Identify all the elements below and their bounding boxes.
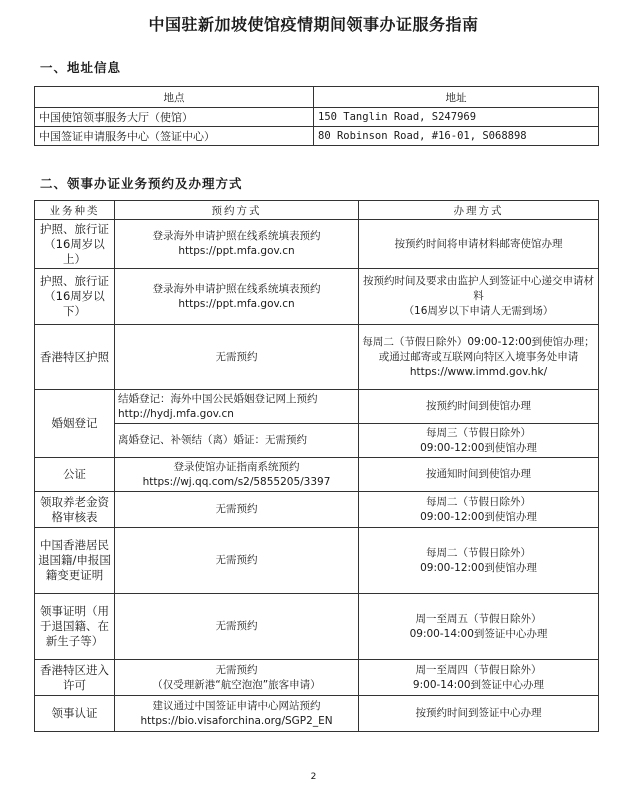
processing-cell (359, 424, 599, 458)
table-row (35, 269, 599, 325)
service-type-cell: 领事证明（用于退国籍、在新生子等） (35, 594, 115, 660)
processing-text: 09:00-12:00到使馆办理 (420, 561, 537, 574)
processing-text: 周一至周五（节假日除外） (415, 612, 542, 625)
service-type-cell: 香港特区护照 (35, 325, 115, 390)
processing-text: 每周三（节假日除外） (426, 426, 531, 439)
processing-text: 09:00-12:00到使馆办理 (420, 510, 537, 523)
processing-note: （16周岁以下申请人无需到场） (403, 305, 554, 317)
service-type-cell: 婚姻登记 (35, 390, 115, 458)
page-title: 中国驻新加坡使馆疫情期间领事办证服务指南 (148, 15, 479, 34)
table-row (35, 108, 599, 127)
appointment-text: 登录使馆办证指南系统预约 (173, 460, 300, 473)
table-row (35, 528, 599, 594)
processing-text: 09:00-14:00到签证中心办理 (409, 627, 548, 640)
header-location: 地点 (35, 87, 314, 108)
page-number: 2 (310, 772, 317, 782)
service-type-cell: 护照、旅行证（16周岁以上） (35, 220, 115, 269)
processing-cell: 按预约时间到签证中心办理 (359, 696, 599, 732)
table-row (35, 660, 599, 696)
service-type-cell: 领取养老金资格审核表 (35, 492, 115, 528)
appointment-cell (115, 220, 359, 269)
service-type-cell: 中国香港居民退国籍/申报国籍变更证明 (35, 528, 115, 594)
processing-text: 9:00-14:00到签证中心办理 (412, 678, 545, 691)
appointment-cell: 无需预约 (115, 492, 359, 528)
appointment-cell: 离婚登记、补领结（离）婚证：无需预约 (115, 424, 359, 458)
header-service-type: 业务种类 (35, 201, 115, 220)
appointment-cell: 无需预约 (115, 325, 359, 390)
processing-text: 按预约时间及要求由监护人到签证中心递交申请材料 (363, 275, 594, 302)
appointment-text: 登录海外申请护照在线系统填表预约 (152, 230, 321, 242)
service-type-cell: 护照、旅行证（16周岁以下） (35, 269, 115, 325)
appointment-cell: 无需预约 (115, 594, 359, 660)
appointment-link[interactable]: https://ppt.mfa.gov.cn (178, 297, 295, 310)
processing-cell (359, 492, 599, 528)
table-row (35, 220, 599, 269)
appointment-cell (115, 390, 359, 424)
processing-text: 09:00-12:00到使馆办理 (420, 441, 537, 454)
location-cell: 中国使馆领事服务大厅（使馆） (35, 108, 314, 127)
location-cell: 中国签证申请服务中心（签证中心） (35, 127, 314, 146)
address-cell: 80 Robinson Road, #16-01, S068898 (314, 127, 599, 146)
processing-cell (359, 269, 599, 325)
address-cell: 150 Tanglin Road, S247969 (314, 108, 599, 127)
table-row (35, 696, 599, 732)
appointment-text: 建议通过中国签证申请中心网站预约 (152, 699, 321, 712)
table-row (35, 325, 599, 390)
appointment-text: 无需预约 (215, 663, 258, 676)
appointment-cell (115, 660, 359, 696)
header-address: 地址 (314, 87, 599, 108)
appointment-text: 登录海外申请护照在线系统填表预约 (152, 282, 321, 295)
appointment-cell (115, 269, 359, 325)
header-processing: 办理方式 (359, 201, 599, 220)
section-address-heading: 一、地址信息 (40, 60, 122, 75)
processing-cell: 按预约时间到使馆办理 (359, 390, 599, 424)
appointment-cell: 无需预约 (115, 528, 359, 594)
processing-link[interactable]: https://www.immd.gov.hk/ (409, 365, 548, 378)
processing-text: 周一至周四（节假日除外） (415, 663, 542, 676)
table-header-row (35, 87, 599, 108)
service-type-cell: 公证 (35, 458, 115, 492)
appointment-cell (115, 458, 359, 492)
appointment-note: （仅受理新港“航空泡泡”旅客申请） (152, 678, 321, 691)
table-row (35, 127, 599, 146)
appointment-text: 结婚登记：海外中国公民婚姻登记网上预约 (118, 392, 318, 405)
processing-cell: 按通知时间到使馆办理 (359, 458, 599, 492)
appointment-link[interactable]: https://ppt.mfa.gov.cn (178, 245, 295, 257)
processing-cell (359, 660, 599, 696)
table-row (35, 424, 599, 458)
table-row (35, 492, 599, 528)
services-table (34, 200, 599, 732)
appointment-link[interactable]: http://hydj.mfa.gov.cn (118, 407, 234, 420)
processing-cell (359, 528, 599, 594)
table-row (35, 390, 599, 424)
appointment-cell (115, 696, 359, 732)
processing-text: 每周二（节假日除外） (426, 546, 531, 559)
header-appointment: 预约方式 (115, 201, 359, 220)
processing-cell (359, 325, 599, 390)
appointment-link[interactable]: https://wj.qq.com/s2/5855205/3397 (142, 475, 331, 488)
table-row (35, 458, 599, 492)
service-type-cell: 香港特区进入许可 (35, 660, 115, 696)
processing-cell (359, 594, 599, 660)
service-type-cell: 领事认证 (35, 696, 115, 732)
processing-text: 每周二（节假日除外） (426, 495, 531, 508)
processing-cell: 按预约时间将申请材料邮寄使馆办理 (359, 220, 599, 269)
table-row (35, 594, 599, 660)
address-table (34, 86, 599, 146)
table-header-row (35, 201, 599, 220)
section-services-heading: 二、领事办证业务预约及办理方式 (40, 176, 243, 191)
processing-text: 每周二（节假日除外）09:00-12:00到使馆办理；或通过邮寄或互联网向特区入境事务处申请 (362, 335, 595, 363)
appointment-link[interactable]: https://bio.visaforchina.org/SGP2_EN (140, 714, 333, 727)
